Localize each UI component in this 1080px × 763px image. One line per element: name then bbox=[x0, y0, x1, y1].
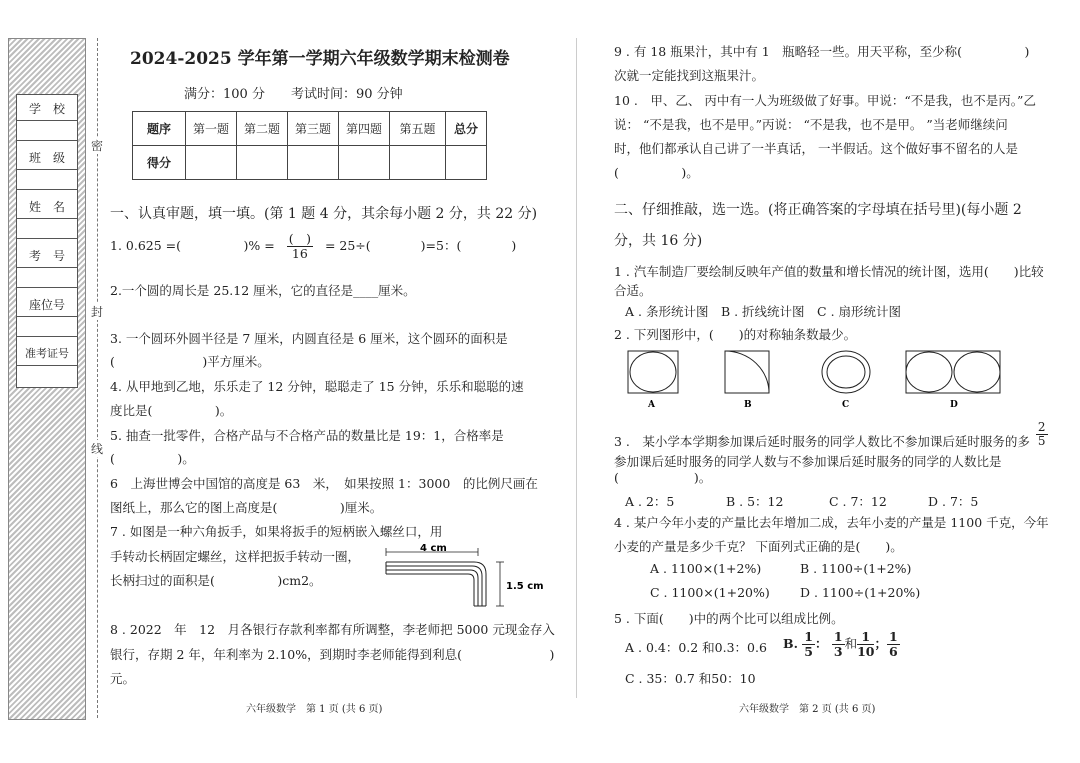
score-cell[interactable] bbox=[237, 146, 288, 180]
s2-question-5: 5 . 下面( )中的两个比可以组成比例。 bbox=[614, 611, 844, 626]
s2q5-frac-1 bbox=[802, 630, 815, 659]
school-line bbox=[17, 120, 77, 121]
frac-den: 6 bbox=[889, 643, 898, 659]
frac-den: 10 bbox=[857, 643, 875, 659]
s2-question-4-line-2: 小麦的产量是多少千克？ 下面列式正确的是( )。 bbox=[614, 539, 903, 554]
label-class: 班 级 bbox=[28, 151, 65, 165]
school-line-2 bbox=[17, 140, 77, 141]
frac-num: 1 bbox=[889, 629, 898, 644]
s2q5-option-b bbox=[783, 630, 900, 659]
section1-title: 一、认真审题，填一填。(第 1 题 4 分，其余每小题 2 分，共 22 分) bbox=[110, 206, 538, 222]
question-10-line-3: 时，他们都承认自己讲了一半真话， 一半假话。这个做好事不留名的人是 bbox=[614, 141, 1018, 156]
score-col-2: 第二题 bbox=[237, 112, 288, 146]
question-4-line-1: 4. 从甲地到乙地，乐乐走了 12 分钟，聪聪走了 15 分钟，乐乐和聪聪的速 bbox=[110, 379, 524, 394]
s2q4-option-a: A . 1100×(1+2%) bbox=[650, 561, 762, 576]
s2q5-frac-3 bbox=[857, 630, 874, 659]
shape-a-circle bbox=[630, 352, 676, 392]
s2q3-option-b: B . 5：12 bbox=[726, 494, 784, 509]
seat-line-2 bbox=[17, 336, 77, 337]
label-name: 姓 名 bbox=[28, 200, 65, 214]
s2-question-3-line-3: ( )。 bbox=[614, 470, 712, 485]
question-7-line-3: 长柄扫过的面积是( )cm2。 bbox=[110, 573, 322, 588]
page-divider bbox=[576, 38, 577, 698]
q1-suffix: = 25÷( )=5：( ) bbox=[324, 237, 517, 253]
symmetry-shapes-figure bbox=[620, 348, 1010, 410]
s2-question-4-line-1: 4 . 某户今年小麦的产量比去年增加二成，去年小麦的产量是 1100 千克，今年 bbox=[614, 515, 1049, 530]
q1-prefix: 1. 0.625 =( )% = bbox=[110, 237, 275, 253]
s2-question-3-line-2: 参加课后延时服务的同学人数与不参加课后延时服务的同学的人数比是 bbox=[614, 454, 1002, 469]
s2q3-option-a: A . 2：5 bbox=[625, 494, 675, 509]
question-6-line-1: 6 上海世博会中国馆的高度是 63 米， 如果按照 1：3000 的比例尺画在 bbox=[110, 476, 538, 491]
question-9-line-2: 次就一定能找到这瓶果汁。 bbox=[614, 68, 765, 83]
q1-frac-den: 16 bbox=[291, 245, 308, 261]
s2q5-frac-4 bbox=[887, 630, 900, 659]
s2q3-frac-den: 5 bbox=[1037, 434, 1046, 449]
label-exam-no: 考 号 bbox=[28, 249, 65, 263]
s2q4-option-b: B . 1100÷(1+2%) bbox=[800, 561, 912, 576]
question-8-line-1: 8 . 2022 年 12 月各银行存款利率都有所调整，李老师把 5000 元现金存入 bbox=[110, 622, 555, 637]
s2-question-2: 2 . 下列图形中，( )的对称轴条数最少。 bbox=[614, 327, 857, 342]
s2q3-text: 3 . 某小学本学期参加课后延时服务的同学人数比不参加课后延时服务的多 bbox=[614, 434, 1030, 450]
ticket-line bbox=[17, 365, 77, 366]
s2q4-option-c: C . 1100×(1+20%) bbox=[650, 585, 770, 600]
s2q5-sep-2: 和 bbox=[844, 635, 858, 651]
score-col-1: 第一题 bbox=[186, 112, 237, 146]
frac-den: 3 bbox=[833, 643, 843, 659]
question-10-line-4: ( )。 bbox=[614, 165, 699, 180]
s2q5-sep-3: ； bbox=[874, 635, 887, 651]
score-header-label: 题序 bbox=[133, 112, 186, 146]
wrench-outline-outer bbox=[386, 562, 486, 606]
shape-label-c: C bbox=[842, 400, 850, 410]
question-7-line-1: 7 . 如图是一种六角扳手，如果将扳手的短柄嵌入螺丝口，用 bbox=[110, 524, 443, 539]
page2-footer: 六年级数学 第 2 页 (共 6 页) bbox=[739, 704, 876, 715]
student-info-box bbox=[16, 94, 78, 388]
question-10-line-1: 10 . 甲、乙、 丙中有一人为班级做了好事。甲说：“不是我，也不是丙。”乙 bbox=[614, 93, 1036, 108]
s2q5-option-a: A . 0.4：0.2 和0.3：0.6 bbox=[625, 640, 767, 655]
score-cell[interactable] bbox=[288, 146, 339, 180]
question-7-line-2: 手转动长柄固定螺丝，这样把扳手转动一圈， bbox=[110, 549, 361, 564]
question-2: 2.一个圆的周长是 25.12 厘米，它的直径是____厘米。 bbox=[110, 283, 416, 298]
s2q3-option-d: D . 7：5 bbox=[928, 494, 979, 509]
s2q5-frac-2 bbox=[832, 630, 845, 659]
shape-c-outer-ring bbox=[822, 351, 870, 393]
s2q3-option-c: C . 7：12 bbox=[829, 494, 887, 509]
label-school: 学 校 bbox=[28, 102, 65, 116]
question-3-line-2: ( )平方厘米。 bbox=[110, 354, 270, 369]
shape-c-inner-ring bbox=[827, 356, 865, 388]
page1-footer: 六年级数学 第 1 页 (共 6 页) bbox=[246, 704, 383, 715]
q1-fraction bbox=[287, 232, 313, 261]
score-cell[interactable] bbox=[446, 146, 487, 180]
s2-question-1-options: A . 条形统计图 B . 折线统计图 C . 扇形统计图 bbox=[625, 304, 902, 319]
wrench-length-label: 4 cm bbox=[420, 544, 447, 554]
seat-line bbox=[17, 316, 77, 317]
class-line bbox=[17, 169, 77, 170]
s2q3-frac-num: 2 bbox=[1037, 420, 1046, 434]
frac-num: 1 bbox=[833, 629, 843, 644]
question-9-line-1: 9 . 有 18 瓶果汁，其中有 1 瓶略轻一些。用天平称，至少称( ) bbox=[614, 44, 1030, 59]
question-8-line-2: 银行，存期 2 年，年利率为 2.10%，到期时李老师能得到利息( ) bbox=[110, 647, 555, 662]
shape-label-a: A bbox=[648, 400, 655, 410]
score-col-total: 总分 bbox=[446, 112, 487, 146]
question-3-line-1: 3. 一个圆环外圆半径是 7 厘米，内圆直径是 6 厘米，这个圆环的面积是 bbox=[110, 331, 508, 346]
section2-title-line-2: 分，共 16 分) bbox=[614, 233, 703, 249]
s2-question-1-line-2: 合适。 bbox=[614, 283, 652, 298]
score-cell[interactable] bbox=[186, 146, 237, 180]
hex-wrench-figure bbox=[378, 544, 548, 614]
question-5-line-2: ( )。 bbox=[110, 451, 195, 466]
s2q5-sep-1: ： bbox=[814, 635, 828, 651]
question-5-line-1: 5. 抽查一批零件，合格产品与不合格产品的数量比是 19：1，合格率是 bbox=[110, 428, 504, 443]
q1-frac-num: ( ) bbox=[288, 231, 311, 246]
shape-b-square bbox=[725, 351, 769, 393]
question-10-line-2: 说： “不是我，也不是甲。”丙说： “不是我，也不是甲。 ”当老师继续问 bbox=[614, 117, 1008, 132]
frac-den: 5 bbox=[804, 643, 813, 659]
score-col-5: 第五题 bbox=[390, 112, 446, 146]
seal-char-mi: 密 bbox=[91, 139, 104, 153]
binding-sidebar bbox=[8, 38, 86, 720]
s2q5-option-b-label: B. bbox=[783, 635, 798, 651]
score-col-4: 第四题 bbox=[339, 112, 390, 146]
score-table-score-row bbox=[133, 146, 487, 180]
seal-char-feng: 封 bbox=[91, 305, 104, 319]
score-row-label: 得分 bbox=[133, 146, 186, 180]
shape-label-d: D bbox=[950, 400, 958, 410]
shape-d-rectangle bbox=[906, 351, 1000, 393]
exam-no-line bbox=[17, 267, 77, 268]
s2q4-option-d: D . 1100÷(1+20%) bbox=[800, 585, 921, 600]
question-4-line-2: 度比是( )。 bbox=[110, 403, 233, 418]
shape-d-circle-left bbox=[906, 352, 952, 392]
label-seat-no: 座位号 bbox=[28, 298, 65, 312]
question-8-line-3: 元。 bbox=[110, 671, 136, 686]
score-cell[interactable] bbox=[339, 146, 390, 180]
frac-num: 1 bbox=[857, 630, 874, 645]
wrench-outline-inner bbox=[386, 574, 474, 606]
shape-d-circle-right bbox=[954, 352, 1000, 392]
name-line bbox=[17, 218, 77, 219]
shape-label-b: B bbox=[744, 400, 752, 410]
section2-title-line-1: 二、仔细推敲，选一选。(将正确答案的字母填在括号里)(每小题 2 bbox=[614, 202, 1022, 218]
name-line-2 bbox=[17, 238, 77, 239]
score-cell[interactable] bbox=[390, 146, 446, 180]
class-line-2 bbox=[17, 189, 77, 190]
exam-title: 2024-2025 学年第一学期六年级数学期末检测卷 bbox=[130, 49, 510, 69]
shape-b-arc bbox=[725, 351, 769, 393]
score-table-header-row bbox=[133, 112, 487, 146]
wrench-outline-mid1 bbox=[386, 566, 482, 606]
exam-no-line-2 bbox=[17, 287, 77, 288]
question-6-line-2: 图纸上，那么它的图上高度是( )厘米。 bbox=[110, 500, 383, 515]
shape-a-square bbox=[628, 351, 678, 393]
label-ticket-no: 准考证号 bbox=[25, 347, 69, 360]
s2-question-1-line-1: 1 . 汽车制造厂要绘制反映年产值的数量和增长情况的统计图，选用( )比较 bbox=[614, 264, 1044, 279]
question-1 bbox=[110, 232, 516, 261]
s2q5-option-c: C . 35：0.7 和50：10 bbox=[625, 671, 756, 686]
score-table bbox=[132, 111, 487, 180]
seal-char-xian: 线 bbox=[91, 442, 104, 456]
score-time-line: 满分：100 分 考试时间：90 分钟 bbox=[184, 87, 403, 102]
wrench-outline-mid2 bbox=[386, 570, 478, 606]
score-col-3: 第三题 bbox=[288, 112, 339, 146]
wrench-height-label: 1.5 cm bbox=[506, 581, 544, 592]
s2q3-fraction bbox=[1036, 421, 1048, 448]
frac-num: 1 bbox=[804, 629, 813, 644]
